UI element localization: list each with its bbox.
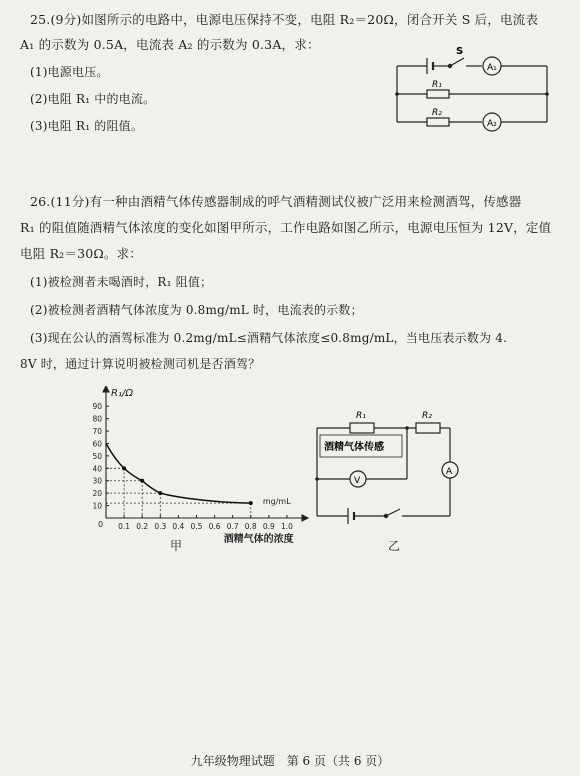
voltmeter-label: V [354,476,361,486]
x-tick-label: 0.3 [154,522,167,531]
q26-line1: 26.(11分)有一种由酒精气体传感器制成的呼气酒精测试仪被广泛用来检测酒驾，传感器 [30,194,522,209]
x-tick-label: 0.8 [244,522,257,531]
q26-line2: R₁ 的阻值随酒精气体浓度的变化如图甲所示，工作电路如图乙所示，电源电压恒为 12V，定值 [20,220,552,235]
x-tick-label: 0.6 [208,522,221,531]
data-point [140,479,144,483]
q25-item-1: (1)电源电压。 [30,65,109,79]
q26-item-3-continued: 8V 时，通过计算说明被检测司机是否酒驾？ [20,357,261,371]
switch-s [450,58,464,66]
y-tick-label: 60 [92,439,102,449]
q26-circuit-diagram [312,406,472,536]
data-point [249,501,253,505]
y-tick-label: 80 [92,414,102,424]
page-footer: 九年级物理试题 第 6 页（共 6 页） [190,754,390,768]
y-tick-label: 10 [92,501,102,511]
q26-line3: 电阻 R₂＝30Ω。求： [20,246,143,261]
resistor-r1 [427,90,449,98]
y-tick-label: 50 [92,451,102,461]
y-tick-label: 90 [92,402,102,412]
q25-item-2: (2)电阻 R₁ 中的电流。 [30,92,156,106]
data-point [122,466,126,470]
switch-label: S [456,46,464,57]
switch [386,509,400,516]
resistor-r1 [350,423,374,433]
y-axis-label: R₁/Ω [111,388,133,399]
resistor-r2 [427,118,449,126]
x-tick-label: 0.9 [262,522,275,531]
x-tick-label: 0.4 [172,522,185,531]
graph-caption: 甲 [170,539,183,553]
q25-line2: A₁ 的示数为 0.5A，电流表 A₂ 的示数为 0.3A，求： [20,37,320,52]
y-tick-label: 70 [92,427,102,437]
origin-label: 0 [98,520,104,529]
x-tick-label: 0.7 [226,522,239,531]
y-tick-label: 40 [92,464,102,474]
y-tick-label: 30 [92,476,102,486]
x-tick-label: 1.0 [280,522,293,531]
q26-item-2: (2)被检测者酒精气体浓度为 0.8mg/mL 时，电流表的示数； [30,303,363,317]
x-tick-label: 0.1 [118,522,131,531]
y-axis-arrow [103,386,109,392]
x-axis-unit: mg/mL [262,497,291,506]
q26-item-1: (1)被检测者未喝酒时，R₁ 阻值； [30,275,213,289]
q25-circuit-diagram [392,44,552,134]
x-axis-arrow [302,515,308,521]
circuit-caption: 乙 [388,539,401,553]
resistor-r1-label: R₁ [432,80,442,90]
x-axis-label: 酒精气体的浓度 [223,534,294,545]
q25-line1: 25.(9分)如图所示的电路中，电源电压保持不变，电阻 R₂＝20Ω，闭合开关 S 后，电流表 [30,12,539,27]
sensor-label: 酒精气体传感 [324,442,384,453]
x-tick-label: 0.5 [190,522,203,531]
q25-item-3: (3)电阻 R₁ 的阻值。 [30,119,144,133]
resistor-r2 [416,423,440,433]
resistance-curve [106,443,251,503]
ammeter-a1-label: A₁ [487,63,497,73]
data-point [158,491,162,495]
resistor-r2-label: R₂ [432,108,442,118]
x-tick-label: 0.2 [136,522,149,531]
ammeter-label: A [446,467,453,477]
y-tick-label: 20 [92,489,102,499]
q26-item-3: (3)现在公认的酒驾标准为 0.2mg/mL≤酒精气体浓度≤0.8mg/mL，当电压表示数为 4. [30,331,508,345]
ammeter-a2-label: A₂ [487,119,497,129]
resistor-r1-label: R₁ [356,411,366,421]
resistor-r2-label: R₂ [422,411,432,421]
